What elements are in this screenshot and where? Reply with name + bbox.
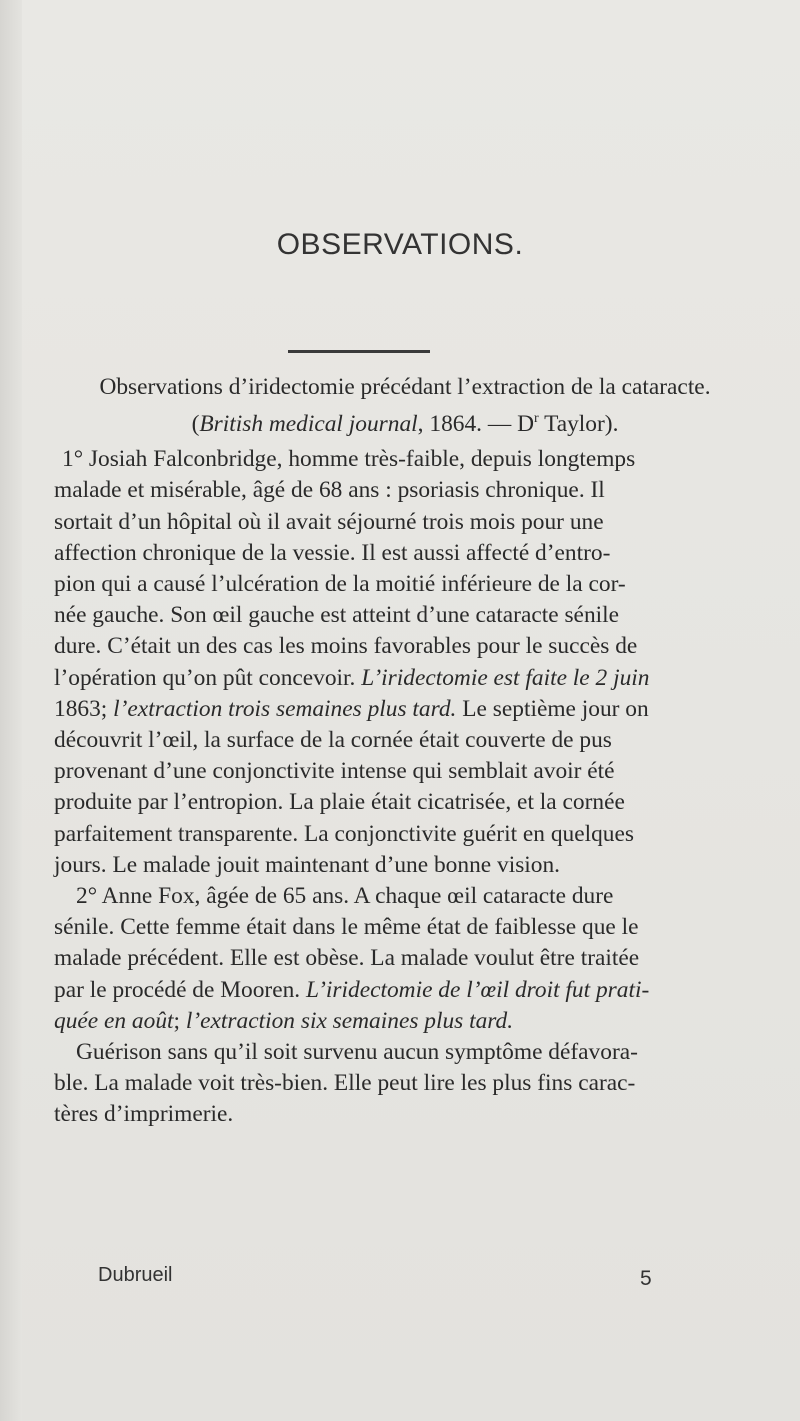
obs1-line-3: sortait d’un hôpital où il avait séjourné trois mois pour une [54,508,604,535]
obs2-line-7: ble. La malade voit très-bien. Elle peut lire les plus fins carac- [54,1070,636,1097]
obs2-line-4-italic: L’iridectomie de l’œil droit fut prati- [306,976,650,1003]
page-number: 5 [640,1267,652,1290]
obs1-line-7: dure. C’était un des cas les moins favorables pour le succès de [54,633,638,660]
obs2-line-8: tères d’imprimerie. [54,1101,234,1128]
obs1-line-13: parfaitement transparente. La conjonctivite guérit en quelques [54,820,634,847]
obs1-line-6: née gauche. Son œil gauche est atteint d’une cataracte sénile [54,602,620,629]
heading-rule [288,350,430,353]
obs1-line-12: produite par l’entropion. La plaie était cicatrisée, et la cornée [54,789,625,816]
obs1-line-5: pion qui a causé l’ulcération de la moitié inférieure de la cor- [54,571,626,598]
obs2-line-1: 2° Anne Fox, âgée de 65 ans. A chaque œil cataracte dure [76,883,614,910]
obs1-line-8-italic: L’iridectomie est faite le 2 juin [361,664,650,691]
obs1-line-9 [54,694,746,725]
obs2-line-3: malade précédent. Elle est obèse. La malade voulut être traitée [54,945,640,972]
obs1-line-14: jours. Le malade jouit maintenant d’une bonne vision. [54,851,561,878]
obs2-line-5-text: ; [173,1007,186,1034]
obs1-line-11: provenant d’une conjonctivite intense qui semblait avoir été [54,758,615,785]
body-text [54,372,746,1131]
obs1-line-8 [54,663,746,694]
subtitle-year: , 1864. — D [417,411,534,437]
subtitle-line-1: Observations d’iridectomie précédant l’extraction de la cataracte. [99,374,711,400]
obs1-line-2: malade et misérable, âgé de 68 ans : psoriasis chronique. Il [54,477,605,504]
page-heading: OBSERVATIONS. [276,228,524,261]
subtitle-source: British medical journal [199,411,418,437]
obs2-line-5-italic-1: quée en août [54,1007,174,1034]
subtitle-sup: r [533,411,539,427]
obs1-line-8-text: l’opération qu’on pût concevoir. [54,664,362,691]
obs1-line-9-italic: l’extraction trois semaines plus tard. [113,695,457,722]
obs1-line-9-text: 1863; [54,695,114,722]
footer-signature: Dubrueil [98,1264,173,1286]
obs2-line-2: sénile. Cette femme était dans le même état de faiblesse que le [54,914,639,941]
subtitle-author: Taylor). [538,411,619,437]
page-edge-shadow [0,0,22,1421]
obs2-line-5 [54,1006,746,1037]
obs2-line-4-text: par le procédé de Mooren. [54,976,306,1003]
obs2-line-4 [54,975,746,1006]
obs1-line-4: affection chronique de la vessie. Il est aussi affecté d’entro- [54,539,611,566]
obs1-line-9-rest: Le septième jour on [456,695,649,722]
obs2-line-5-italic-2: l’extraction six semaines plus tard. [185,1007,514,1034]
obs1-line-10: découvrit l’œil, la surface de la cornée était couverte de pus [54,727,612,754]
subtitle-line-2: (British medical journal, 1864. — $D^r$ Taylor). [191,411,619,437]
obs2-line-6: Guérison sans qu’il soit survenu aucun symptôme défavora- [76,1039,638,1066]
obs1-line-1: 1° Josiah Falconbridge, homme très-faible, depuis longtemps [62,446,636,473]
